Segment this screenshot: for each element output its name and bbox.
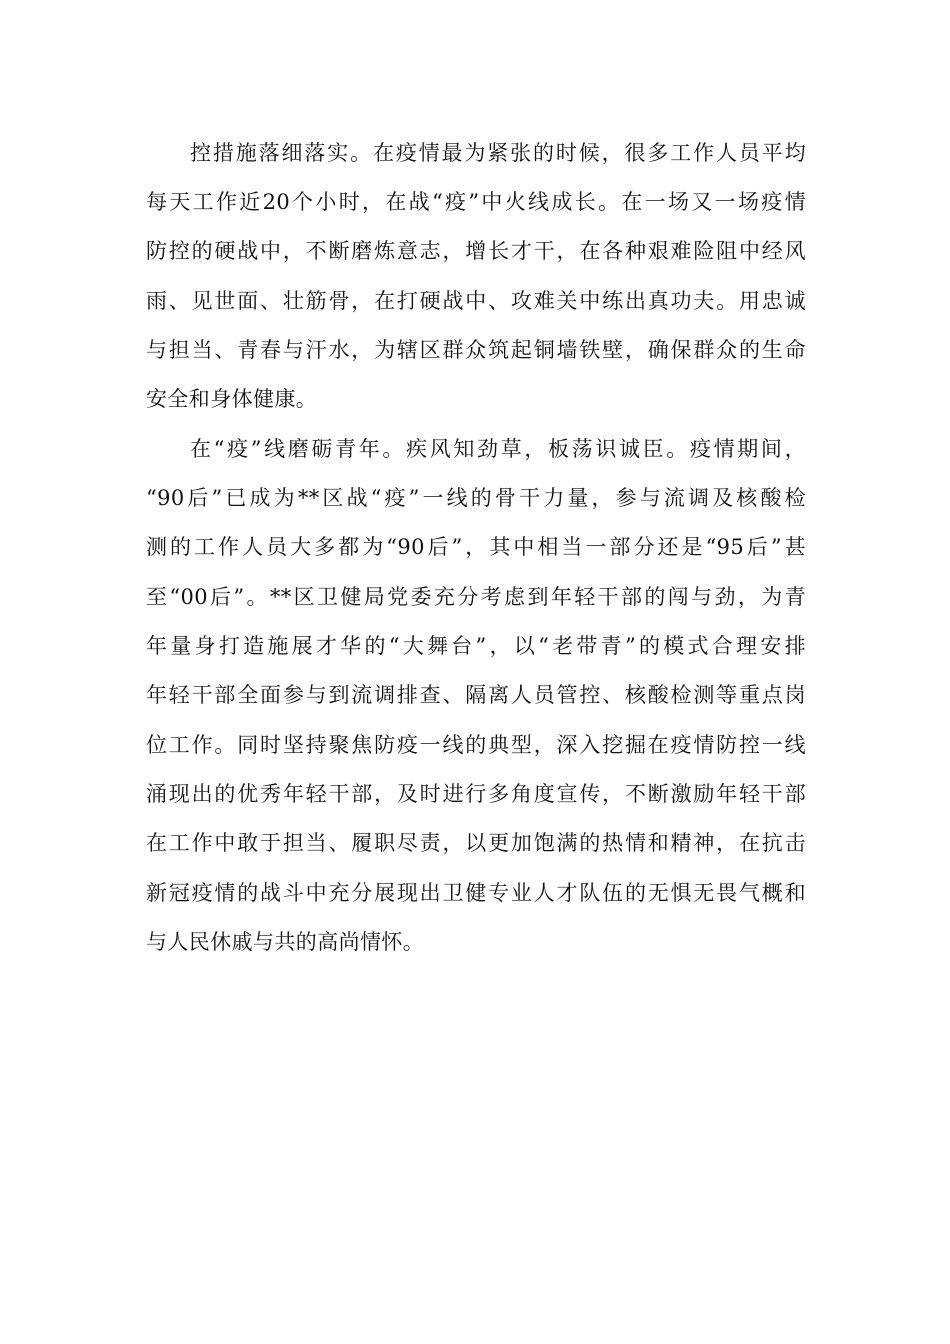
paragraph-2-line-11: 与人民休戚与共的高尚情怀。	[146, 930, 425, 954]
paragraph-1-line-5: 与担当、青春与汗水，为辖区群众筑起铜墙铁壁，确保群众的生命	[146, 338, 806, 362]
paragraph-2-line-7: 位工作。同时坚持聚焦防疫一线的典型，深入挖掘在疫情防控一线	[146, 733, 806, 757]
paragraph-1-line-4: 雨、见世面、壮筋骨，在打硬战中、攻难关中练出真功夫。用忠诚	[146, 289, 806, 313]
paragraph-1-line-1: 控措施落细落实。在疫情最为紧张的时候，很多工作人员平均	[190, 141, 806, 165]
paragraph-2-line-1: 在“疫”线磨砺青年。疾风知劲草，板荡识诚臣。疫情期间，	[190, 437, 806, 461]
paragraph-2-line-5: 年量身打造施展才华的“大舞台”，以“老带青”的模式合理安排	[146, 634, 806, 658]
paragraph-1-line-2: 每天工作近20个小时，在战“疫”中火线成长。在一场又一场疫情	[146, 190, 806, 214]
paragraph-2-line-3: 测的工作人员大多都为“90后”，其中相当一部分还是“95后”甚	[146, 535, 806, 559]
paragraph-2-line-10: 新冠疫情的战斗中充分展现出卫健专业人才队伍的无惧无畏气概和	[146, 881, 806, 905]
paragraph-2-line-2: “90后”已成为**区战“疫”一线的骨干力量，参与流调及核酸检	[146, 486, 806, 510]
paragraph-2-line-8: 涌现出的优秀年轻干部，及时进行多角度宣传，不断激励年轻干部	[146, 782, 806, 806]
paragraph-2-line-6: 年轻干部全面参与到流调排查、隔离人员管控、核酸检测等重点岗	[146, 683, 806, 707]
paragraph-1-line-3: 防控的硬战中，不断磨炼意志，增长才干，在各种艰难险阻中经风	[146, 239, 806, 263]
paragraph-1-line-6: 安全和身体健康。	[146, 387, 318, 411]
paragraph-2-line-9: 在工作中敢于担当、履职尽责，以更加饱满的热情和精神，在抗击	[146, 831, 806, 855]
paragraph-2-line-4: 至“00后”。**区卫健局党委充分考虑到年轻干部的闯与劲，为青	[146, 585, 806, 609]
